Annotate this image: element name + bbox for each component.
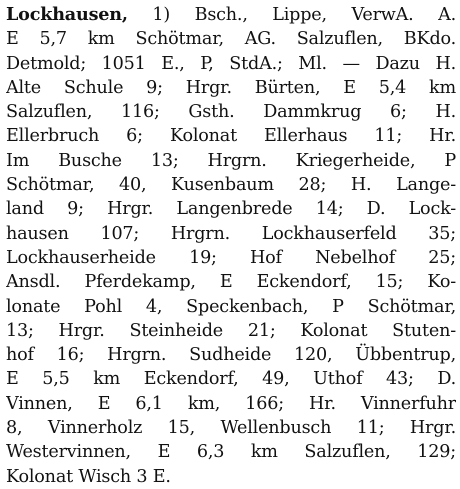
entry-line-2: E 5,7 km Schötmar, AG. Salzuflen, BKdo. <box>6 29 456 50</box>
entry-line-6: Ellerbruch 6; Kolonat Ellerhaus 11; Hr. <box>6 126 456 147</box>
entry-line-13: lonate Pohl 4, Speckenbach, P Schötmar, <box>6 296 456 317</box>
entry-line-1-text: 1) Bsch., Lippe, VerwA. A. <box>127 5 456 25</box>
entry-line-5: Salzuflen, 116; Gsth. Dammkrug 6; H. <box>6 102 456 123</box>
entry-line-15: hof 16; Hrgrn. Sudheide 120, Übbentrup, <box>6 345 456 366</box>
entry-line-11: Lockhauserheide 19; Hof Nebelhof 25; <box>6 247 456 268</box>
entry-line-1 <box>6 3 456 27</box>
entry-line-9: land 9; Hrgr. Langenbrede 14; D. Lock- <box>6 199 456 220</box>
entry-line-8: Schötmar, 40, Kusenbaum 28; H. Lange- <box>6 175 456 196</box>
entry-line-12: Ansdl. Pferdekamp, E Eckendorf, 15; Ko- <box>6 272 456 293</box>
entry-line-16: E 5,5 km Eckendorf, 49, Uthof 43; D. <box>6 369 456 390</box>
entry-line-3: Detmold; 1051 E., P, StdA.; Ml. — Dazu H. <box>6 53 456 74</box>
entry-line-4: Alte Schule 9; Hrgr. Bürten, E 5,4 km <box>6 77 456 98</box>
entry-line-20: Kolonat Wisch 3 E. <box>6 466 171 487</box>
entry-line-14: 13; Hrgr. Steinheide 21; Kolonat Stuten- <box>6 320 456 341</box>
entry-line-7: Im Busche 13; Hrgrn. Kriegerheide, P <box>6 150 456 171</box>
headword: Lockhausen, <box>6 4 128 25</box>
entry-line-10: hausen 107; Hrgrn. Lockhauserfeld 35; <box>6 223 456 244</box>
entry-line-19: Westervinnen, E 6,3 km Salzuflen, 129; <box>6 442 456 463</box>
entry-line-17: Vinnen, E 6,1 km, 166; Hr. Vinnerfuhr <box>6 393 456 414</box>
entry-line-18: 8, Vinnerholz 15, Wellenbusch 11; Hrgr. <box>6 418 456 439</box>
